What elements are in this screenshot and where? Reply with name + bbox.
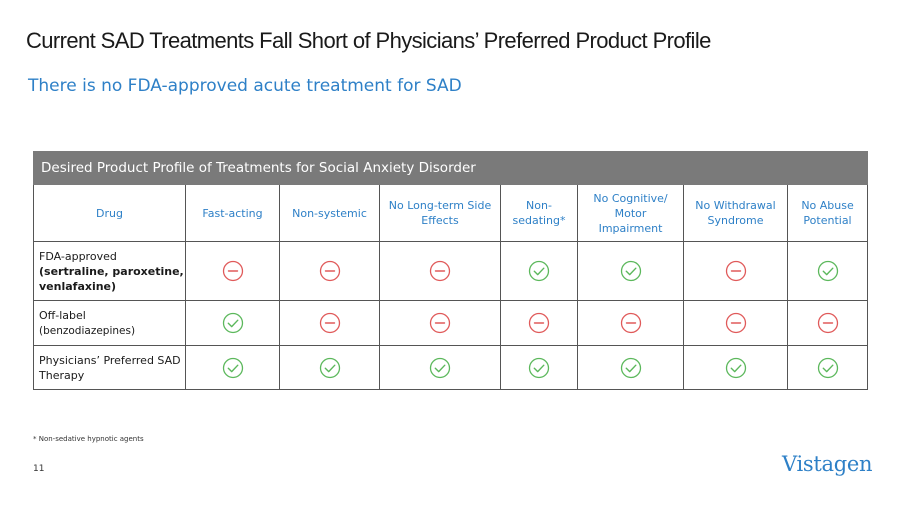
status-cell bbox=[501, 301, 578, 346]
column-header: Drug bbox=[34, 185, 186, 242]
status-cell bbox=[380, 301, 501, 346]
minus-circle-icon bbox=[319, 260, 341, 282]
check-circle-icon bbox=[620, 357, 642, 379]
check-circle-icon bbox=[817, 357, 839, 379]
table-row bbox=[34, 301, 868, 346]
page-subtitle: There is no FDA-approved acute treatment for SAD bbox=[28, 76, 462, 96]
row-label-title: Physicians’ Preferred SAD Therapy bbox=[39, 353, 181, 382]
row-label-detail: (benzodiazepines) bbox=[39, 324, 136, 337]
minus-circle-icon bbox=[319, 312, 341, 334]
minus-circle-icon bbox=[620, 312, 642, 334]
check-circle-icon bbox=[817, 260, 839, 282]
check-circle-icon bbox=[222, 312, 244, 334]
column-header: No Withdrawal Syndrome bbox=[684, 185, 788, 242]
column-header: Non-systemic bbox=[280, 185, 380, 242]
minus-circle-icon bbox=[725, 260, 747, 282]
column-header: Non-sedating* bbox=[501, 185, 578, 242]
check-circle-icon bbox=[222, 357, 244, 379]
check-circle-icon bbox=[429, 357, 451, 379]
status-cell bbox=[578, 346, 684, 390]
row-label bbox=[34, 346, 186, 390]
status-cell bbox=[186, 301, 280, 346]
minus-circle-icon bbox=[528, 312, 550, 334]
row-label bbox=[34, 242, 186, 301]
status-cell bbox=[501, 346, 578, 390]
column-header: Fast-acting bbox=[186, 185, 280, 242]
row-label bbox=[34, 301, 186, 346]
status-cell bbox=[186, 242, 280, 301]
column-header: No Abuse Potential bbox=[788, 185, 868, 242]
check-circle-icon bbox=[528, 357, 550, 379]
status-cell bbox=[788, 301, 868, 346]
row-label-detail: (sertraline, paroxetine, venlafaxine) bbox=[39, 264, 184, 293]
minus-circle-icon bbox=[725, 312, 747, 334]
minus-circle-icon bbox=[817, 312, 839, 334]
status-cell bbox=[380, 346, 501, 390]
check-circle-icon bbox=[319, 357, 341, 379]
status-cell bbox=[280, 301, 380, 346]
check-circle-icon bbox=[528, 260, 550, 282]
status-cell bbox=[380, 242, 501, 301]
page-number: 11 bbox=[33, 464, 45, 474]
check-circle-icon bbox=[725, 357, 747, 379]
column-header: No Long-term Side Effects bbox=[380, 185, 501, 242]
status-cell bbox=[280, 242, 380, 301]
minus-circle-icon bbox=[429, 260, 451, 282]
status-cell bbox=[280, 346, 380, 390]
minus-circle-icon bbox=[429, 312, 451, 334]
status-cell bbox=[501, 242, 578, 301]
vistagen-logo: Vistagen bbox=[782, 452, 873, 476]
status-cell bbox=[186, 346, 280, 390]
row-label-title: Off-label bbox=[39, 308, 86, 322]
status-cell bbox=[684, 242, 788, 301]
table-row bbox=[34, 346, 868, 390]
row-label-title: FDA-approved bbox=[39, 249, 117, 263]
minus-circle-icon bbox=[222, 260, 244, 282]
status-cell bbox=[788, 346, 868, 390]
footnote: * Non-sedative hypnotic agents bbox=[33, 435, 144, 443]
status-cell bbox=[788, 242, 868, 301]
status-cell bbox=[684, 301, 788, 346]
check-circle-icon bbox=[620, 260, 642, 282]
page-title: Current SAD Treatments Fall Short of Physicians’ Preferred Product Profile bbox=[26, 28, 711, 53]
product-profile-table bbox=[33, 151, 867, 390]
table-row bbox=[34, 242, 868, 301]
status-cell bbox=[578, 242, 684, 301]
column-header: No Cognitive/ Motor Impairment bbox=[578, 185, 684, 242]
table-caption: Desired Product Profile of Treatments for Social Anxiety Disorder bbox=[34, 152, 868, 185]
status-cell bbox=[578, 301, 684, 346]
status-cell bbox=[684, 346, 788, 390]
